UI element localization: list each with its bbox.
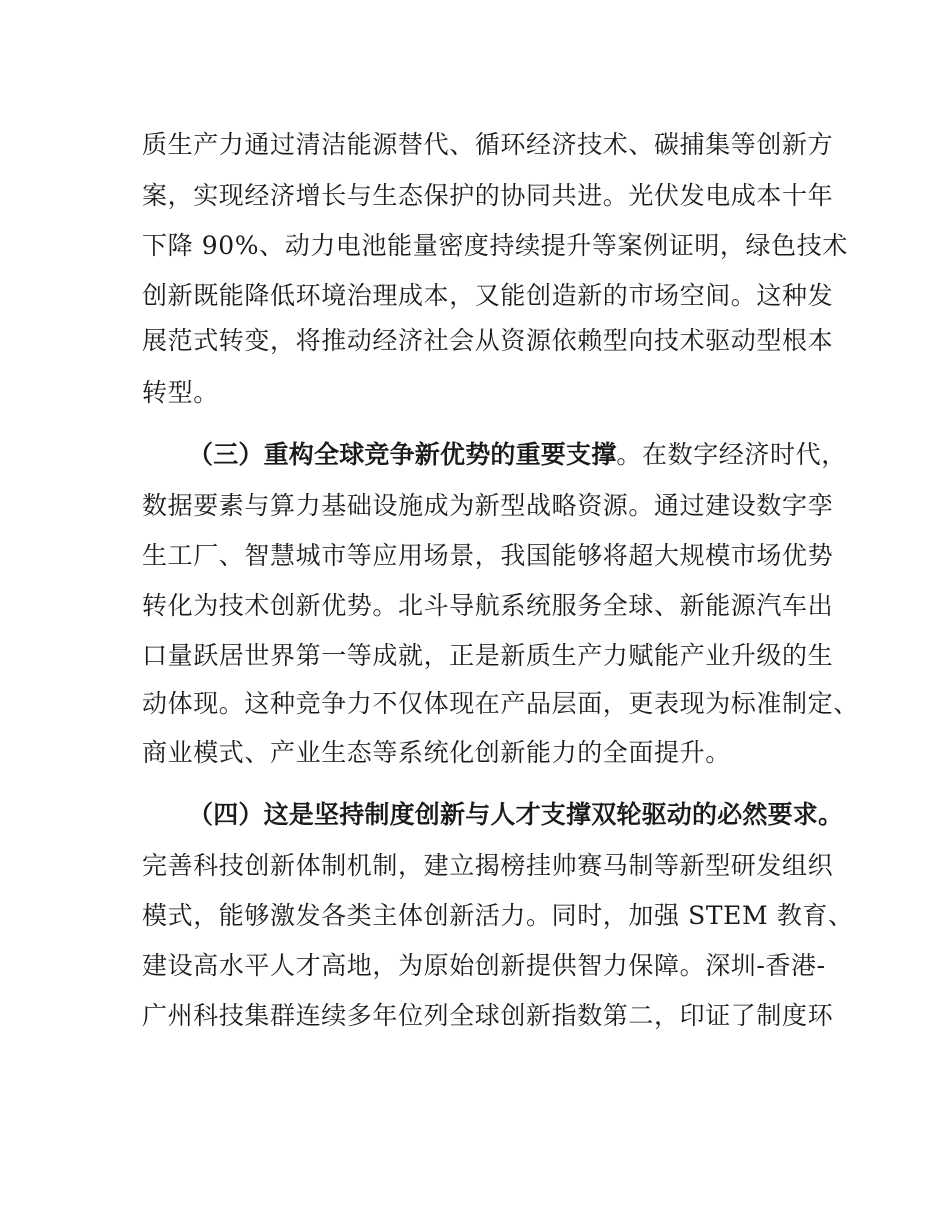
paragraph-1-line-5: 展范式转变，将推动经济社会从资源依赖型向技术驱动型根本 [142, 326, 834, 355]
paragraph-2-line-1: 数据要素与算力基础设施成为新型战略资源。通过建设数字孪 [142, 491, 834, 520]
paragraph-2-line-6: 商业模式、产业生态等系统化创新能力的全面提升。 [142, 738, 731, 767]
paragraph-1-line-1: 质生产力通过清洁能源替代、循环经济技术、碳捕集等创新方 [142, 130, 834, 159]
paragraph-2-line-4: 口量跃居世界第一等成就，正是新质生产力赋能产业升级的生 [142, 641, 834, 670]
paragraph-3-line-2: 模式，能够激发各类主体创新活力。同时，加强 STEM 教育、 [142, 901, 854, 930]
paragraph-3-line-4: 广州科技集群连续多年位列全球创新指数第二，印证了制度环 [142, 1001, 834, 1030]
section-4-heading: （四）这是坚持制度创新与人才支撑双轮驱动的必然要求。 [188, 800, 844, 829]
paragraph-2-line-3: 转化为技术创新优势。北斗导航系统服务全球、新能源汽车出 [142, 591, 834, 620]
paragraph-2-line-5: 动体现。这种竞争力不仅体现在产品层面，更表现为标准制定、 [142, 689, 859, 718]
section-3-heading: （三）重构全球竞争新优势的重要支撑 [188, 440, 617, 469]
paragraph-1-line-3: 下降 90%、动力电池能量密度持续提升等案例证明，绿色技术 [142, 231, 848, 260]
paragraph-2-line-2: 生工厂、智慧城市等应用场景，我国能够将超大规模市场优势 [142, 541, 834, 570]
paragraph-1-line-4: 创新既能降低环境治理成本，又能创造新的市场空间。这种发 [142, 281, 834, 310]
paragraph-2-first-line [188, 440, 847, 470]
paragraph-1-line-6: 转型。 [142, 378, 219, 407]
paragraph-1-line-2: 案，实现经济增长与生态保护的协同共进。光伏发电成本十年 [142, 181, 834, 210]
section-3-heading-rest: 。在数字经济时代， [616, 440, 847, 469]
paragraph-3-line-1: 完善科技创新体制机制，建立揭榜挂帅赛马制等新型研发组织 [142, 851, 834, 880]
paragraph-3-line-3: 建设高水平人才高地，为原始创新提供智力保障。深圳-香港- [142, 951, 826, 980]
